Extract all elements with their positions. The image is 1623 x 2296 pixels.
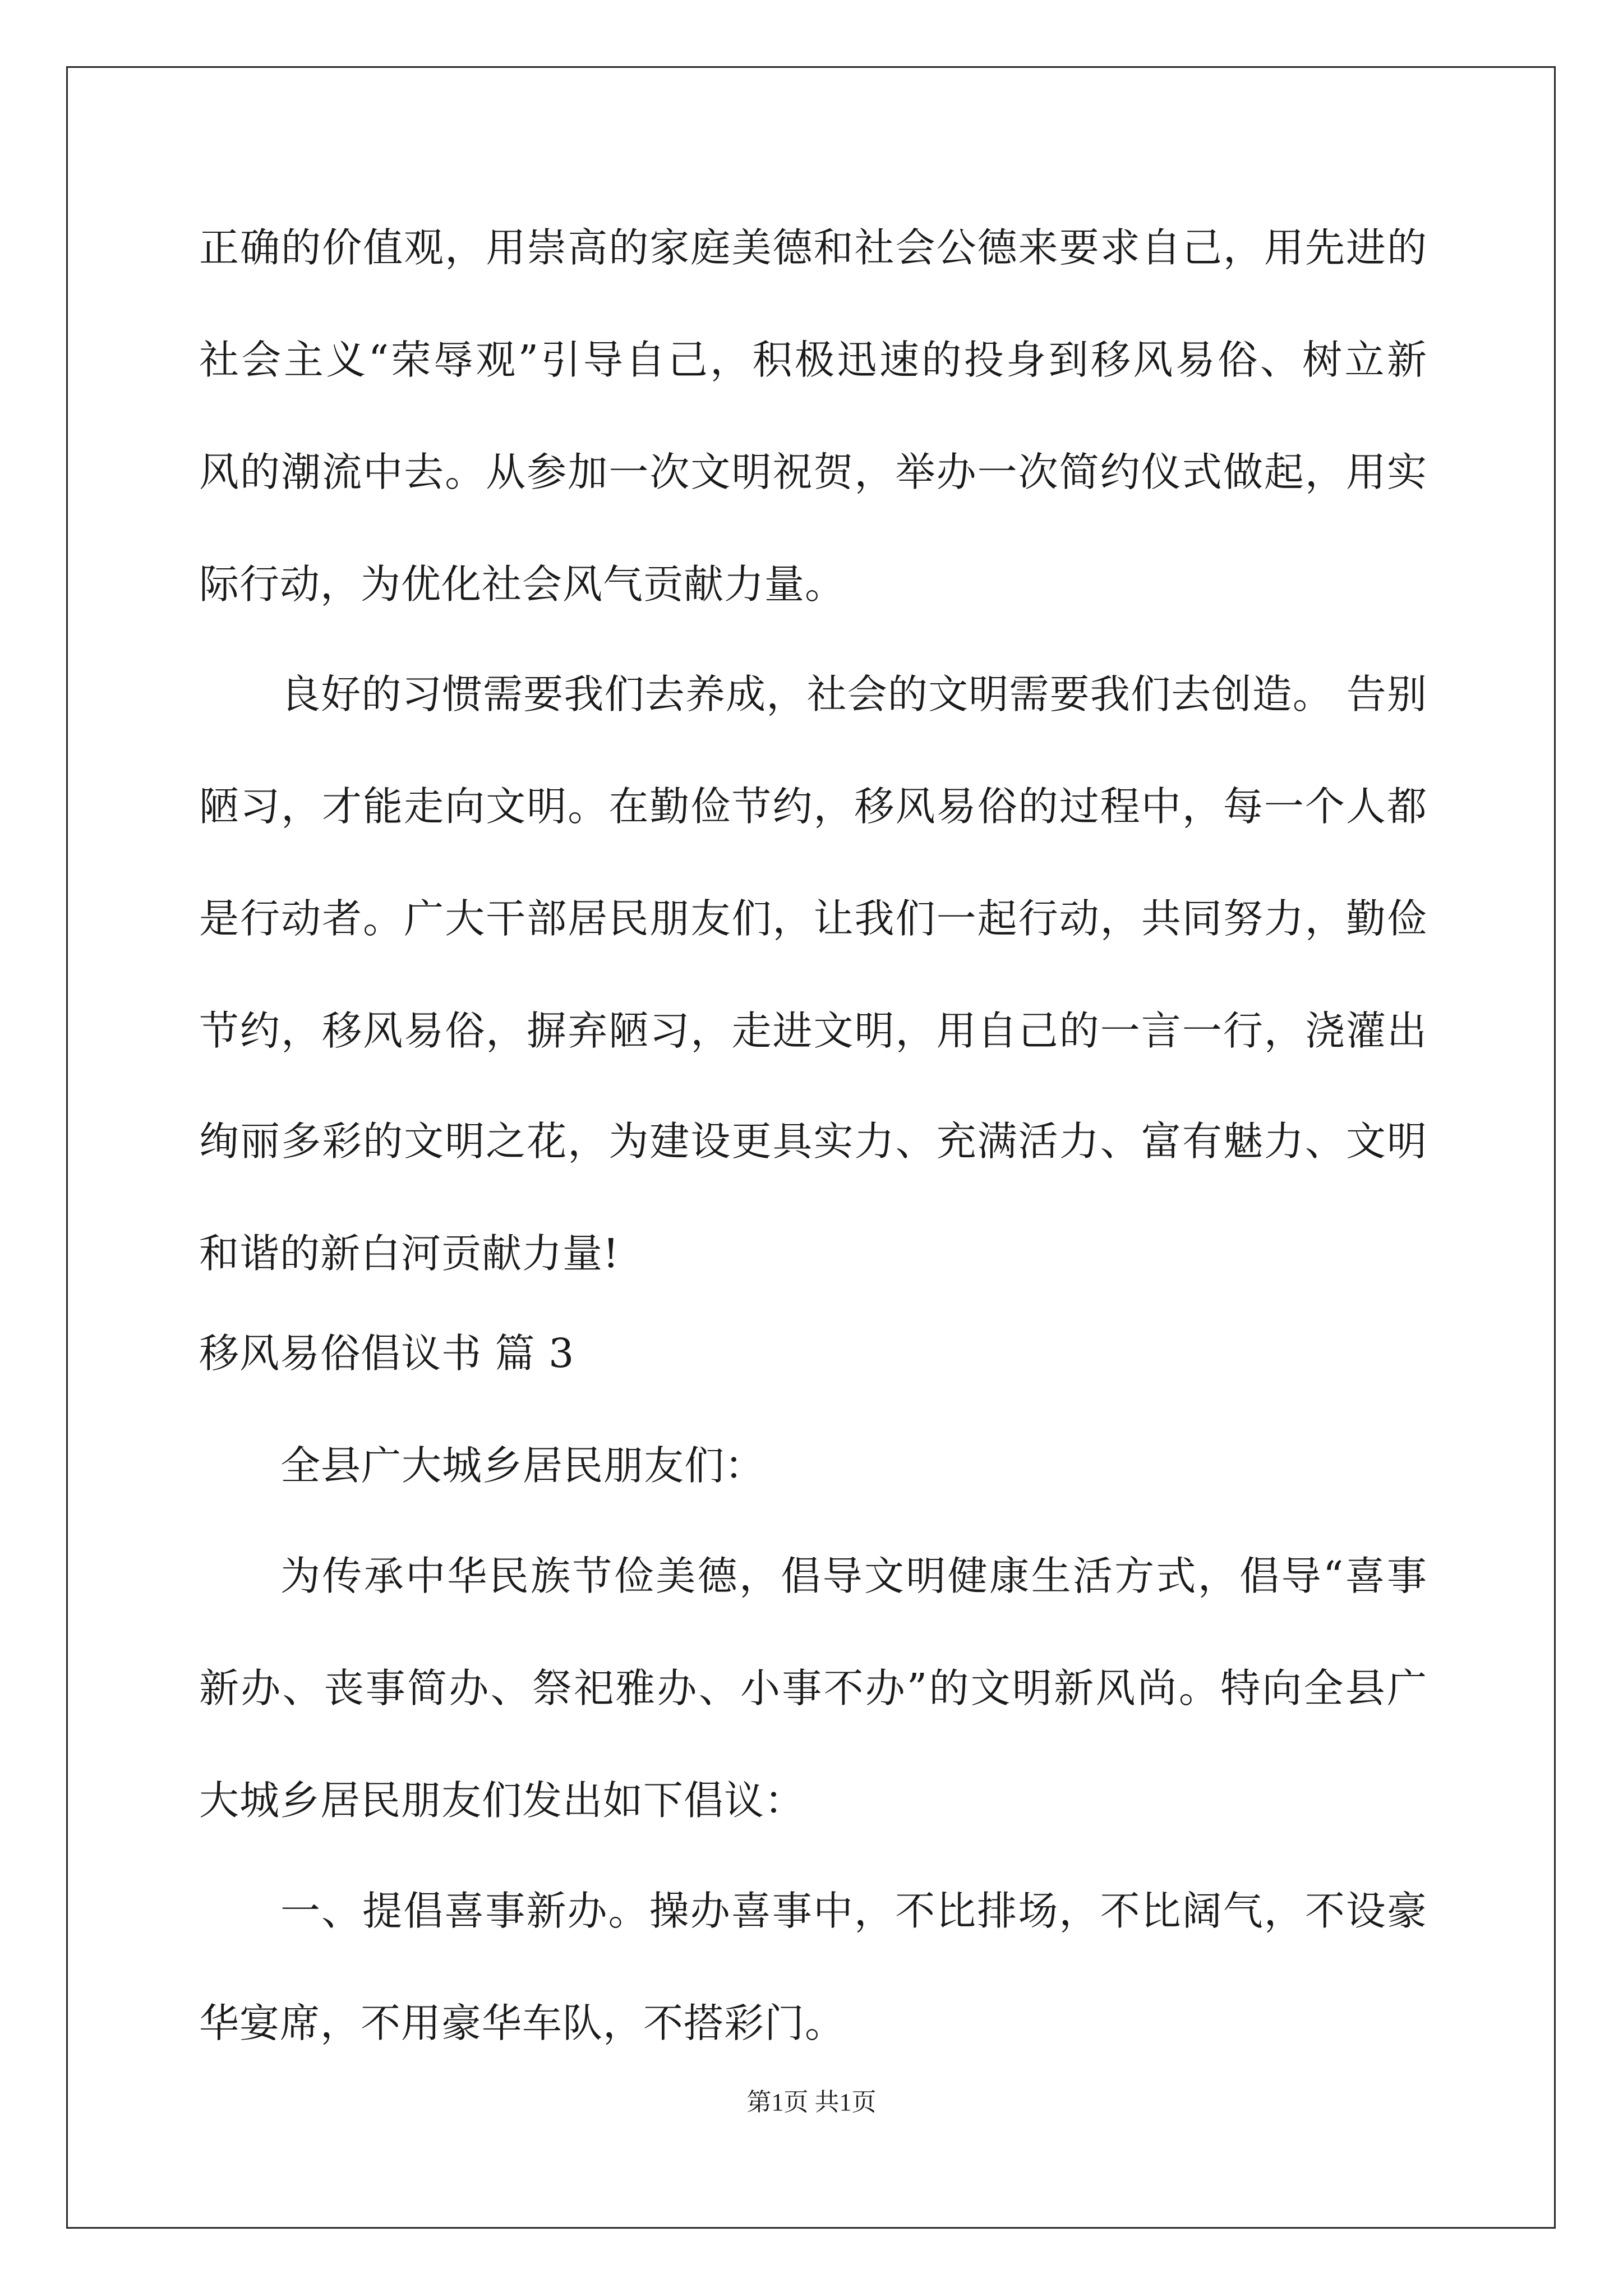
paragraph-line: 为传承中华民族节俭美德，倡导文明健康生活方式，倡导“喜事: [280, 1553, 1427, 1599]
paragraph-line: 绚丽多彩的文明之花，为建设更具实力、充满活力、富有魅力、文明: [199, 1118, 1427, 1165]
salutation-line: 全县广大城乡居民朋友们：: [280, 1442, 766, 1489]
paragraph-line: 社会主义“荣辱观”引导自己，积极迅速的投身到移风易俗、树立新: [199, 337, 1427, 383]
paragraph-line: 正确的价值观，用崇高的家庭美德和社会公德来要求自己，用先进的: [199, 224, 1427, 271]
paragraph-line: 大城乡居民朋友们发出如下倡议：: [199, 1777, 805, 1824]
section-heading: 移风易俗倡议书 篇 3: [199, 1330, 575, 1377]
paragraph-line: 际行动，为优化社会风气贡献力量。: [199, 561, 846, 608]
paragraph-line: 是行动者。广大干部居民朋友们，让我们一起行动，共同努力，勤俭: [199, 895, 1427, 942]
paragraph-line: 和谐的新白河贡献力量!: [199, 1230, 620, 1277]
paragraph-line: 华宴席，不用豪华车队，不搭彩门。: [199, 2000, 846, 2046]
paragraph-line: 良好的习惯需要我们去养成，社会的文明需要我们去创造。 告别: [280, 671, 1427, 717]
paragraph-line: 一、提倡喜事新办。操办喜事中，不比排场，不比阔气，不设豪: [280, 1888, 1427, 1934]
paragraph-line: 节约，移风易俗，摒弃陋习，走进文明，用自己的一言一行，浇灌出: [199, 1007, 1427, 1054]
paragraph-line: 风的潮流中去。从参加一次文明祝贺，举办一次简约仪式做起，用实: [199, 449, 1427, 495]
paragraph-line: 新办、丧事简办、祭祀雅办、小事不办”的文明新风尚。特向全县广: [199, 1665, 1427, 1711]
page-number-footer: 第1页 共1页: [746, 2088, 877, 2116]
paragraph-line: 陋习，才能走向文明。在勤俭节约，移风易俗的过程中，每一个人都: [199, 783, 1427, 830]
